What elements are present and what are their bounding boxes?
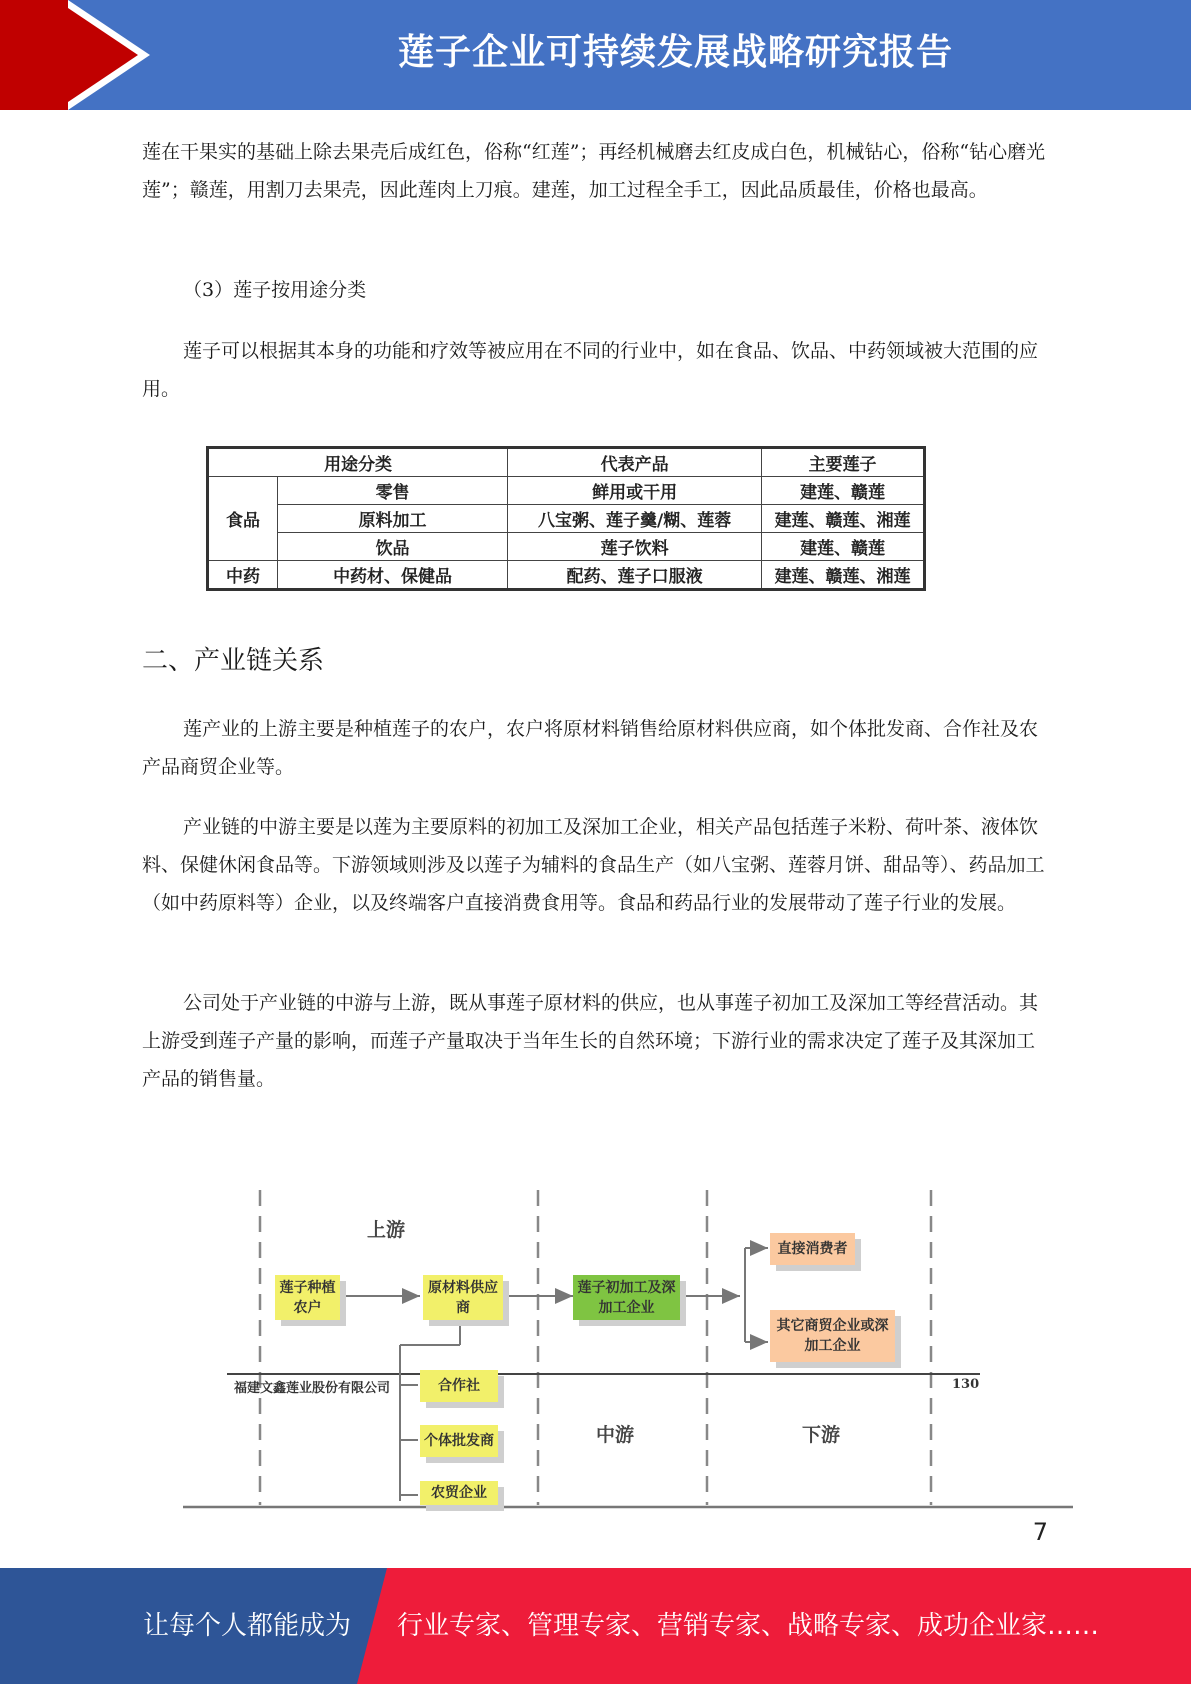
- table-cell: 建莲、赣莲、湘莲: [762, 561, 925, 590]
- page-header: [0, 0, 1191, 110]
- table-row: [208, 505, 925, 533]
- table-cell: 建莲、赣莲: [762, 477, 925, 505]
- paragraph-company-position: 公司处于产业链的中游与上游，既从事莲子原材料的供应，也从事莲子初加工及深加工等经营活动。其上游受到莲子产量的影响，而莲子产量取决于当年生长的自然环境；下游行业的需求决定了莲子及其深加工产品的销售量。: [142, 992, 1039, 1090]
- box-consumer: 直接消费者: [770, 1233, 855, 1265]
- table-cell: 饮品: [278, 533, 508, 561]
- footer-slogan-right: 行业专家、管理专家、营销专家、战略专家、成功企业家……: [397, 1611, 1100, 1641]
- table-cell: 八宝粥、莲子羹/糊、莲蓉: [508, 505, 762, 533]
- table-header-cell: 用途分类: [208, 448, 508, 477]
- header-title: 莲子企业可持续发展战略研究报告: [397, 32, 953, 73]
- table-cell: 原料加工: [278, 505, 508, 533]
- table-cell: 中药材、保健品: [278, 561, 508, 590]
- box-other-enterprises: 其它商贸企业或深加工企业: [770, 1310, 895, 1362]
- diagram-label-midstream: 中游: [596, 1424, 635, 1446]
- paragraph-midstream: 产业链的中游主要是以莲为主要原料的初加工及深加工企业，相关产品包括莲子米粉、荷叶茶、液体饮料、保健休闲食品等。下游领域则涉及以莲子为辅料的食品生产（如八宝粥、莲蓉月饼、甜品等）、药品加工（如中药原料等）企业，以及终端客户直接消费食用等。食品和药品行业的发展带动了莲子行业的发展。: [142, 816, 1045, 914]
- table-cell: 建莲、赣莲、湘莲: [762, 505, 925, 533]
- table-header-cell: 主要莲子: [762, 448, 925, 477]
- table-cell: 零售: [278, 477, 508, 505]
- table-cell: 莲子饮料: [508, 533, 762, 561]
- diagram-label-downstream: 下游: [802, 1424, 841, 1446]
- diagram-lines: [180, 1185, 1075, 1515]
- table-cell: 鲜用或干用: [508, 477, 762, 505]
- table-header-cell: 代表产品: [508, 448, 762, 477]
- table-cell: 配药、莲子口服液: [508, 561, 762, 590]
- box-farmer: 莲子种植农户: [275, 1275, 340, 1320]
- section-heading-industry-chain: 二、产业链关系: [142, 646, 325, 676]
- paragraph-upstream: 莲产业的上游主要是种植莲子的农户，农户将原材料销售给原材料供应商，如个体批发商、合作社及农产品商贸企业等。: [142, 718, 1039, 778]
- diagram-overlay-page: 130: [952, 1377, 980, 1392]
- table-header-row: [208, 448, 925, 477]
- page-footer: [0, 1568, 1191, 1684]
- paragraph-red-lotus: 莲在干果实的基础上除去果壳后成红色，俗称“红莲”；再经机械磨去红皮成白色，机械钻心，俗称“钻心磨光莲”；赣莲，用割刀去果壳，因此莲肉上刀痕。建莲，加工过程全手工，因此品质最佳，价格也最高。: [142, 141, 1046, 201]
- box-processor: 莲子初加工及深加工企业: [573, 1275, 680, 1320]
- table-group-cell: 中药: [208, 561, 278, 590]
- box-cooperative: 合作社: [420, 1370, 498, 1402]
- footer-blue-slant: [357, 1568, 387, 1684]
- diagram-label-upstream: 上游: [367, 1219, 406, 1241]
- table-row: [208, 477, 925, 505]
- industry-chain-diagram: [180, 1185, 1075, 1515]
- box-supplier: 原材料供应商: [423, 1275, 503, 1320]
- page-number: 7: [1032, 1518, 1048, 1546]
- usage-table: [206, 446, 926, 591]
- section-subtitle-usage: （3）莲子按用途分类: [183, 279, 367, 301]
- table-row: [208, 561, 925, 590]
- header-red-block: [0, 0, 68, 110]
- table-group-cell: 食品: [208, 477, 278, 561]
- footer-slogan-left: 让每个人都能成为: [143, 1611, 352, 1641]
- table-cell: 建莲、赣莲: [762, 533, 925, 561]
- header-chevron: [68, 8, 138, 102]
- paragraph-usage: 莲子可以根据其本身的功能和疗效等被应用在不同的行业中，如在食品、饮品、中药领域被大范围的应用。: [142, 340, 1039, 400]
- box-agri-enterprise: 农贸企业: [420, 1481, 498, 1505]
- table-row: [208, 533, 925, 561]
- box-wholesaler: 个体批发商: [420, 1425, 498, 1457]
- diagram-overlay-company: 福建文鑫莲业股份有限公司: [234, 1381, 391, 1396]
